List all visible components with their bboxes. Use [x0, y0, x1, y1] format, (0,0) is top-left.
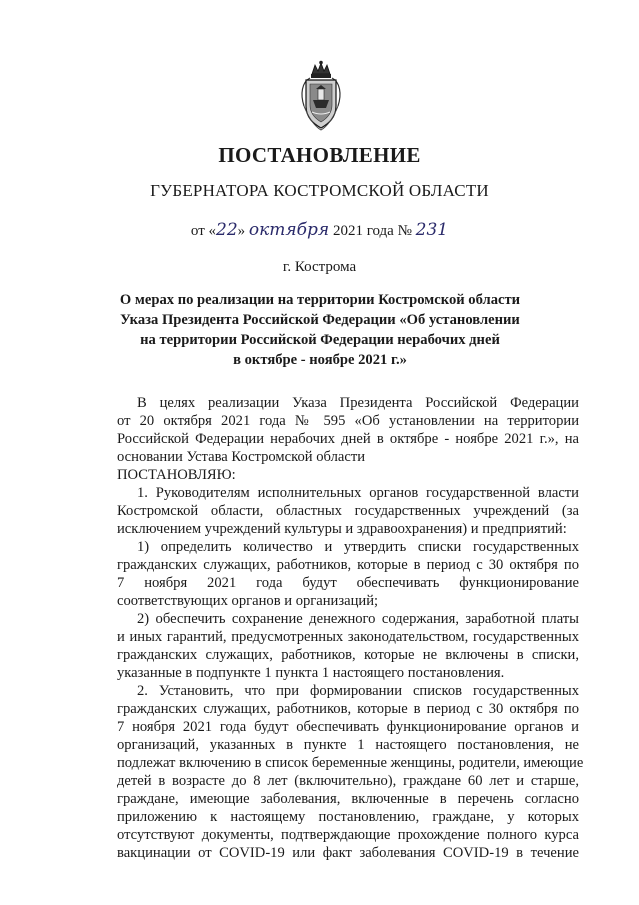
- body-line: исключением учреждений культуры и здравоохранения) и предприятий:: [117, 521, 567, 537]
- year-and-number-label: 2021 года №: [332, 223, 412, 239]
- body-line: Костромской области, областных государственных учреждений (за: [117, 503, 579, 519]
- handwritten-number: 231: [415, 220, 449, 240]
- handwritten-month: октября: [248, 220, 330, 240]
- body-line: 2) обеспечить сохранение денежного содержания, заработной платы: [137, 611, 579, 627]
- city-line: г. Кострома: [282, 259, 357, 275]
- body-line: приложению к настоящему постановлению, граждане, у которых: [117, 809, 579, 825]
- handwritten-day: 22: [216, 220, 238, 240]
- body-line: гражданских служащих, работников, которые в период с 30 октября по: [117, 701, 579, 717]
- issuing-authority: ГУБЕРНАТОРА КОСТРОМСКОЙ ОБЛАСТИ: [150, 181, 489, 200]
- heading-line: О мерах по реализации на территории Костромской области: [119, 292, 521, 308]
- date-and-number-line: [0, 220, 639, 240]
- body-line: подлежат включению в список беременные женщины, родители, имеющие: [117, 755, 584, 771]
- date-quote-close: »: [237, 223, 246, 239]
- body-line: 7 ноября 2021 года будут обеспечивать функционирование: [117, 575, 579, 591]
- body-line: граждане, имеющие заболевания, включенные в перечень согласно: [117, 791, 579, 807]
- body-line-resolve: ПОСТАНОВЛЯЮ:: [117, 467, 236, 483]
- body-line: соответствующих органов и организаций;: [117, 593, 379, 609]
- body-line: от 20 октября 2021 года № 595 «Об установлении на территории: [117, 413, 579, 429]
- heading-line: Указа Президента Российской Федерации «Об установлении: [120, 312, 520, 328]
- document-body: [117, 394, 584, 862]
- body-line: гражданских служащих, работников, которые не включены в списки,: [117, 647, 579, 663]
- body-line: 1) определить количество и утвердить списки государственных: [137, 539, 579, 555]
- body-line: указанные в подпункте 1 пункта 1 настоящего постановления.: [117, 665, 505, 681]
- body-line: 7 ноября 2021 года будут обеспечивать функционирование органов и: [117, 719, 579, 735]
- body-line: детей в возрасте до 8 лет (включительно), граждане 60 лет и старше,: [117, 773, 579, 789]
- body-line: 2. Установить, что при формировании списков государственных: [137, 683, 579, 699]
- body-line: организаций, указанных в пункте 1 настоящего постановления, не: [117, 737, 579, 753]
- body-line: Российской Федерации нерабочих дней в октябре - ноябре 2021 г.», на: [117, 431, 579, 447]
- body-line: отсутствуют документы, подтверждающие прохождение полного курса: [117, 827, 579, 843]
- body-line: основании Устава Костромской области: [117, 449, 366, 465]
- date-prefix: от «: [190, 223, 217, 239]
- document-title: ПОСТАНОВЛЕНИЕ: [218, 143, 421, 167]
- document-heading: [100, 290, 540, 370]
- body-line: вакцинации от COVID-19 или факт заболевания COVID-19 в течение: [117, 845, 579, 861]
- heading-line: в октябре - ноябре 2021 г.»: [233, 352, 407, 368]
- body-line: гражданских служащих, работников, которые в период с 30 октября по: [117, 557, 579, 573]
- heading-line: на территории Российской Федерации нерабочих дней: [140, 332, 500, 348]
- body-line: В целях реализации Указа Президента Российской Федерации: [137, 395, 579, 411]
- coat-of-arms-icon: [296, 60, 346, 132]
- body-line: и иных гарантий, предусмотренных законодательством, государственных: [117, 629, 579, 645]
- body-line: 1. Руководителям исполнительных органов государственной власти: [137, 485, 579, 501]
